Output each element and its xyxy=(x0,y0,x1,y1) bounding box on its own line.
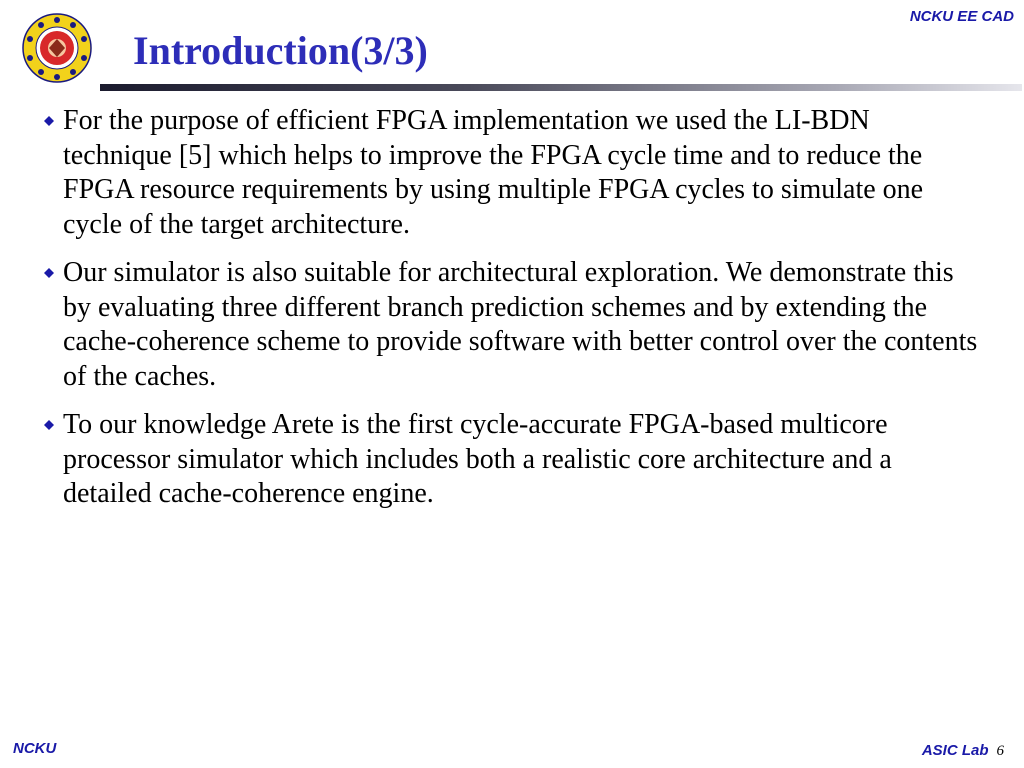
footer-org-label: NCKU xyxy=(13,740,57,757)
header-org-label: NCKU EE CAD xyxy=(909,8,1014,25)
bullet-list xyxy=(42,104,982,526)
diamond-bullet-icon xyxy=(44,420,54,430)
footer-right xyxy=(922,742,1004,760)
bullet-text: For the purpose of efficient FPGA implementation we used the LI-BDN technique [5] which helps to improve the FPGA cycle time and to reduce the FPGA resource requirements by using multiple FPGA cycles to simulate one cycle of the target architecture. xyxy=(63,105,924,240)
footer-lab-label: ASIC Lab xyxy=(921,742,989,759)
page-title: Introduction(3/3) xyxy=(133,28,428,73)
bullet-item xyxy=(42,256,982,394)
bullet-item xyxy=(42,104,982,242)
bullet-text: To our knowledge Arete is the first cycle-accurate FPGA-based multicore processor simulator which includes both a realistic core architecture and a detailed cache-coherence engine. xyxy=(63,409,892,509)
bullet-text: Our simulator is also suitable for architectural exploration. We demonstrate this by evaluating three different branch prediction schemes and by extending the cache-coherence scheme to provide software with better control over the contents of the caches. xyxy=(63,257,978,392)
diamond-bullet-icon xyxy=(44,116,54,126)
diamond-bullet-icon xyxy=(44,268,54,278)
page-number: 6 xyxy=(996,743,1004,759)
bullet-item xyxy=(42,408,982,512)
title-divider xyxy=(100,84,1022,91)
university-seal-icon xyxy=(17,12,97,84)
